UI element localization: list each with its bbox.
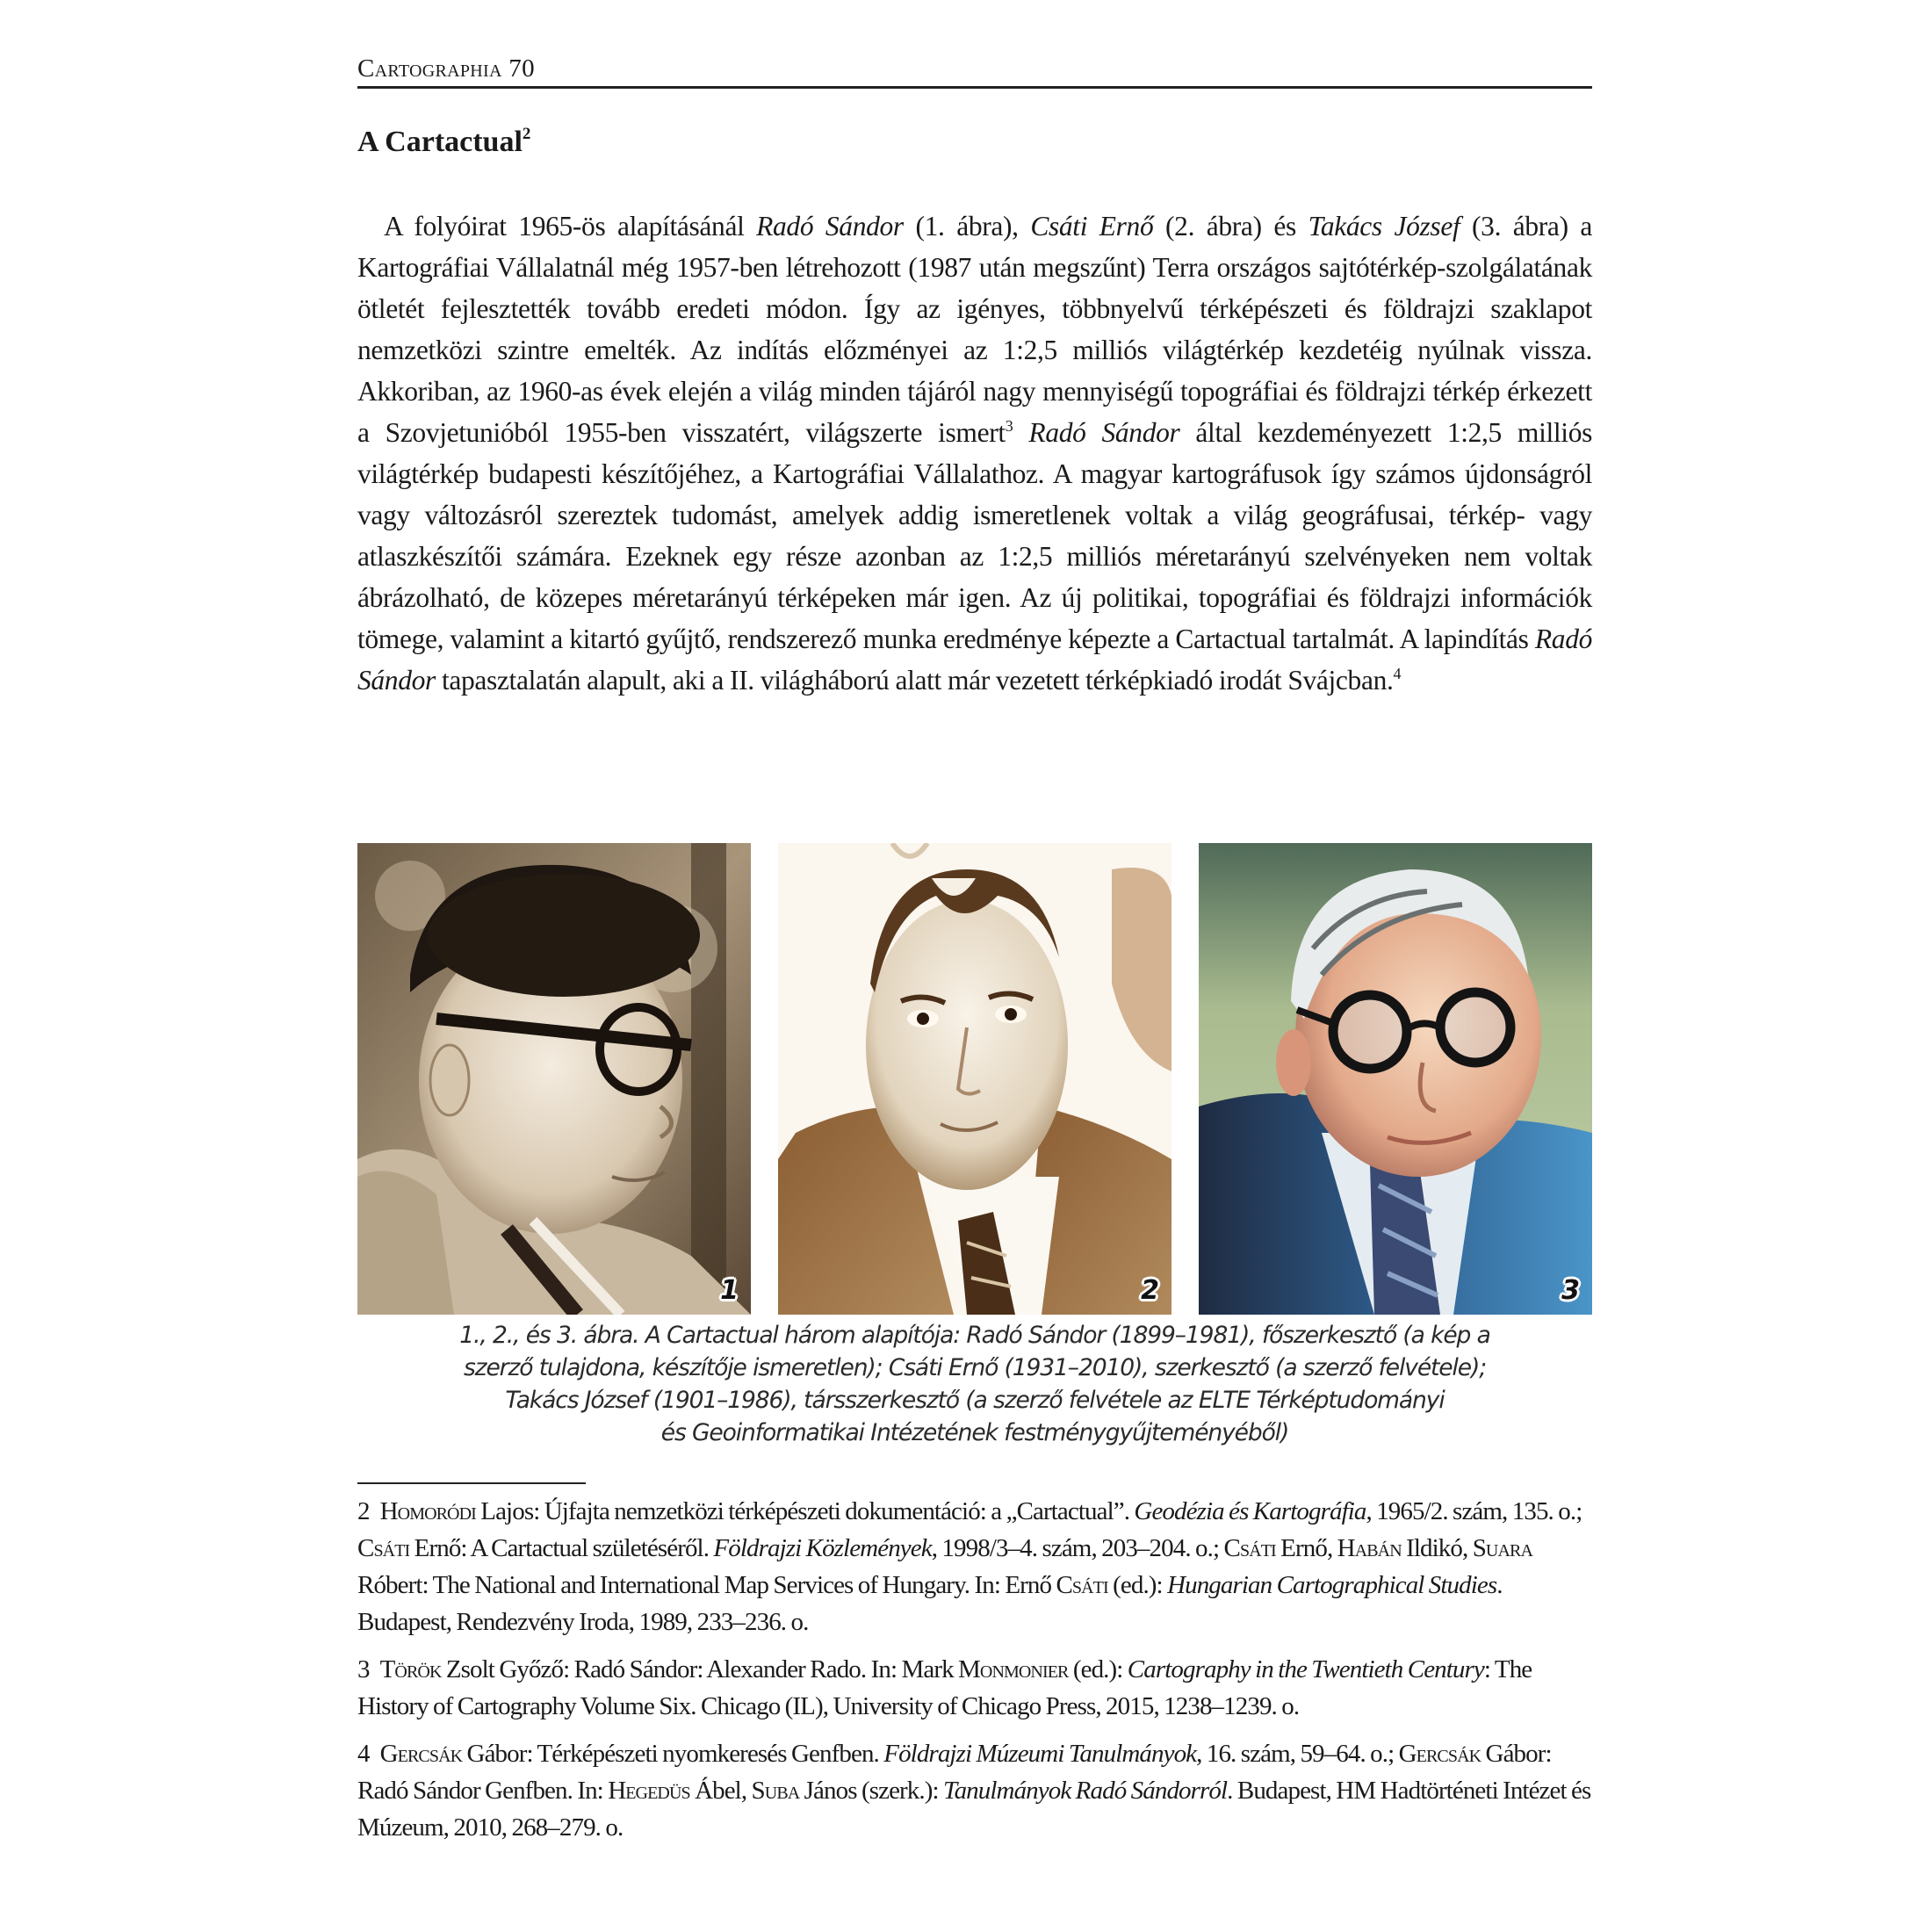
text-run: Ildikó, (1401, 1534, 1473, 1562)
author-surname: Monmonier (958, 1655, 1069, 1683)
section-heading (357, 123, 530, 162)
portrait-image-3 (1199, 843, 1592, 1315)
text-run: Róbert: The National and International Map Services of Hungary. In: Ernő (357, 1571, 1056, 1599)
footnote-ref-3[interactable]: 3 (1005, 417, 1013, 435)
text-run: Ábel, (689, 1777, 752, 1805)
caption-line: szerző tulajdona, készítője ismeretlen); Csáti Ernő (1931–2010), szerkesztő (a szerző felvétele); (463, 1354, 1487, 1381)
text-run: Zsolt Győző: Radó Sándor: Alexander Rado. In: Mark (441, 1655, 959, 1683)
figure-number-2: 2 (1141, 1275, 1159, 1306)
footnotes (357, 1493, 1592, 1856)
text-run: (3. ábra) a Kartográfiai Vállalatnál még 1957-ben létrehozott (1987 után megszűnt) Terra országos sajtótérkép-szolgálatának ötletét fejlesztették tovább eredeti módon. Így az igényes, többnyelvű térképészeti és földrajzi szaklapot nemzetközi szintre emelték. Az indítás előzményei az 1:2,5 milliós világtérkép kezdetéig nyúlnak vissza. Akkoriban, az 1960-as évek elején a világ minden tájáról nagy mennyiségű topográfiai és földrajzi térkép érkezett a Szovjetunióból 1955-ben visszatért, világszerte ismert (357, 211, 1592, 448)
person-name: Radó Sándor (1028, 417, 1180, 448)
work-title: Tanulmányok Radó Sándorról (943, 1777, 1228, 1805)
text-run (1013, 417, 1028, 448)
figure-number-1: 1 (720, 1275, 739, 1306)
journal-title: Cartographia 70 (357, 54, 535, 83)
figure-number-3: 3 (1561, 1275, 1580, 1306)
caption-line: és Geoinformatikai Intézetének festménygyűjteményéből) (660, 1419, 1289, 1446)
person-name: Radó Sándor (756, 211, 904, 242)
text-run: Ernő: A Cartactual születéséről. (409, 1534, 714, 1562)
photo-takacs-jozsef (1199, 843, 1592, 1315)
text-run: Gábor: Radó Sándor Genfben. In: (357, 1740, 1552, 1805)
author-surname: Suba (751, 1777, 800, 1805)
running-header (357, 53, 1592, 89)
body-paragraph (357, 205, 1592, 701)
footnote-ref-4[interactable]: 4 (1393, 665, 1402, 682)
text-run: . Budapest, HM Hadtörténeti Intézet és Múzeum, 2010, 268–279. o. (357, 1777, 1591, 1842)
text-run: : The History of Cartography Volume Six. Chicago (IL), University of Chicago Press, 2015, 1238–1239. o. (357, 1655, 1532, 1720)
text-run: (2. ábra) és (1153, 211, 1308, 242)
footnote-ref-2[interactable]: 2 (522, 125, 531, 143)
author-surname: Csáti (1223, 1534, 1276, 1562)
text-run: Lajos: Újfajta nemzetközi térképészeti dokumentáció: a „Cartactual”. (475, 1497, 1135, 1525)
caption-line: 1., 2., és 3. ábra. A Cartactual három alapítója: Radó Sándor (1899–1981), főszerkesztő (a kép a (459, 1322, 1490, 1349)
text-run: . Budapest, Rendezvény Iroda, 1989, 233–236. o. (357, 1571, 1503, 1636)
text-run: , 1998/3–4. szám, 203–204. o.; (931, 1534, 1224, 1562)
text-run: János (szerk.): (799, 1777, 944, 1805)
work-title: Földrajzi Múzeumi Tanulmányok (883, 1740, 1197, 1768)
author-surname: Gercsák (379, 1740, 463, 1768)
footnote-number: 3 (357, 1655, 370, 1683)
text-run: által kezdeményezett 1:2,5 milliós világtérkép budapesti készítőjéhez, a Kartográfiai Vállalathoz. A magyar kartográfusok így számos újdonságról vagy változásról szereztek tudomást, amelyek addig ismeretlenek voltak a világ geográfusai, térkép- vagy atlaszkészítői számára. Ezeknek egy része azonban az 1:2,5 milliós méretarányú szelvényeken nem voltak ábrázolható, de közepes méretarányú térképeken már igen. Az új politikai, topográfiai és földrajzi információk tömege, valamint a kitartó gyűjtő, rendszerező munka eredménye képezte a Cartactual tartalmát. A lapindítás (357, 417, 1592, 654)
footnote-4 (357, 1735, 1592, 1846)
footnote-2 (357, 1493, 1592, 1640)
text-run: , 1965/2. szám, 135. o.; (1366, 1497, 1582, 1525)
text-run: A folyóirat 1965-ös alapításánál (384, 211, 757, 242)
work-title: Geodézia és Kartográfia (1134, 1497, 1366, 1525)
author-surname: Suara (1472, 1534, 1533, 1562)
footnote-separator (357, 1482, 586, 1484)
portrait-image-2 (778, 843, 1171, 1315)
text-run: Ernő, (1275, 1534, 1337, 1562)
person-name: Csáti Ernő (1030, 211, 1154, 242)
author-surname: Csáti (1056, 1571, 1108, 1599)
figure-caption (357, 1319, 1592, 1449)
photo-rado-sandor (357, 843, 751, 1315)
text-run: (ed.): (1068, 1655, 1128, 1683)
footnote-text (357, 1655, 1532, 1720)
footnote-number: 4 (357, 1740, 370, 1768)
portrait-image-1 (357, 843, 751, 1315)
person-name: Takács József (1308, 211, 1460, 242)
person-name: Radó Sándor (357, 624, 1592, 696)
text-run: Gábor: Térképészeti nyomkeresés Genfben. (462, 1740, 884, 1768)
author-surname: Hegedüs (608, 1777, 690, 1805)
author-surname: Homoródi (379, 1497, 476, 1525)
text-run: (1. ábra), (903, 211, 1031, 242)
work-title: Földrajzi Közlemények (713, 1534, 932, 1562)
photo-csati-erno (778, 843, 1171, 1315)
text-run: (ed.): (1107, 1571, 1168, 1599)
footnote-3 (357, 1651, 1592, 1725)
author-surname: Habán (1337, 1534, 1402, 1562)
footnote-text (357, 1740, 1590, 1842)
caption-line: Takács József (1901–1986), társszerkesztő (a szerző felvétele az ELTE Térképtudományi (505, 1387, 1445, 1414)
footnote-text (357, 1497, 1582, 1636)
footnote-number: 2 (357, 1497, 370, 1525)
work-title: Hungarian Cartographical Studies (1167, 1571, 1497, 1599)
author-surname: Török (379, 1655, 442, 1683)
text-run: tapasztalatán alapult, aki a II. világháború alatt már vezetett térképkiadó irodát Svájcban. (435, 665, 1394, 696)
author-surname: Csáti (357, 1534, 410, 1562)
author-surname: Gercsák (1398, 1740, 1481, 1768)
text-run: , 16. szám, 59–64. o.; (1196, 1740, 1399, 1768)
figure-row (357, 843, 1592, 1315)
work-title: Cartography in the Twentieth Century (1127, 1655, 1484, 1683)
section-title-text: A Cartactual (357, 126, 523, 158)
